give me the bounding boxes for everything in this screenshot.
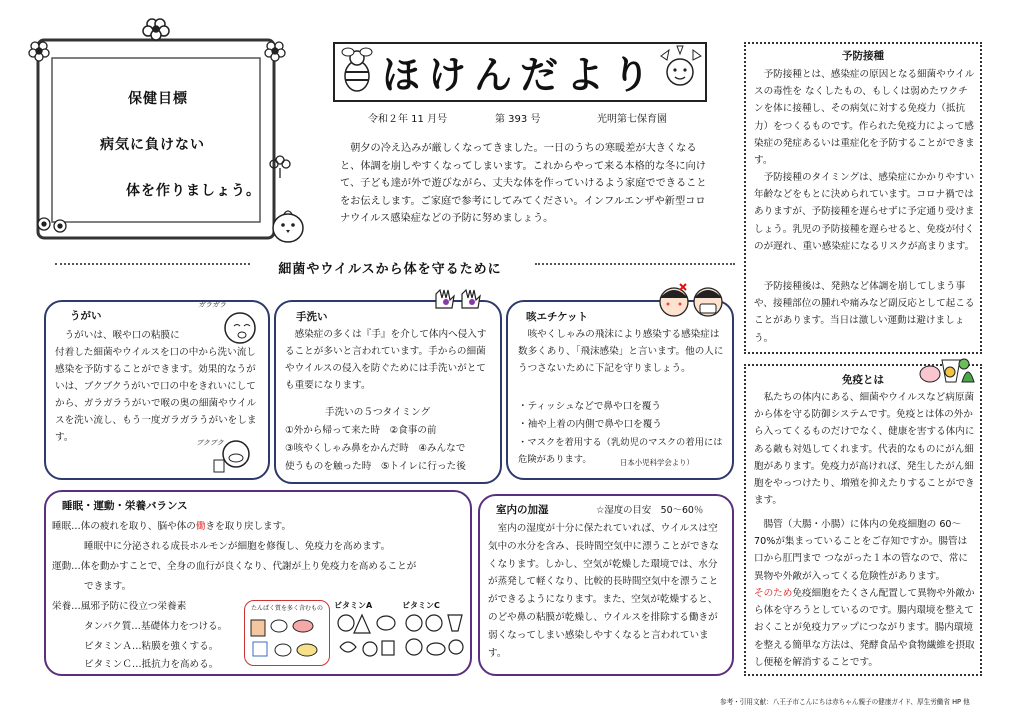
vitamin-a-label: ビタミンA <box>334 601 373 610</box>
intro-paragraph: 朝夕の冷え込みが厳しくなってきました。一日のうちの寒暖差が大きくなると、体調を崩しやすくなってしまいます。これからやって来る本格的な冬に向けて、子ども達が外で遊びながら、丈夫な体を作っていけるよう家庭でできることをお伝えします。ご家庭で参考にしてみてください。インフルエンザや新型コロナウイルス感染症などの予防に努めましょう。 <box>340 143 707 224</box>
humidity-title: 室内の加湿 <box>496 504 549 516</box>
nutrient-vitamin-a: ビタミンＡ…粘膜を強くする。 <box>84 641 219 652</box>
balance-nutrition: 栄養…風邪予防に役立つ栄養素 <box>52 601 187 612</box>
handwash-body: 感染症の多くは『手』を介して体内へ侵入することが多いと言われています。手からの細菌やウイルスの侵入を防ぐためには手洗いがとても重要になります。 <box>285 329 487 391</box>
balance-exercise: 運動…体を動かすことで、全身の血行が良くなり、代謝が上り免疫力を高めることが <box>52 561 417 572</box>
etiquette-title: 咳エチケット <box>526 311 589 323</box>
immunity-paragraph-2: 腸管（大腸・小腸）に体内の免疫細胞の 60～70%が集まっていることをご存知ですか。腸管は口から肛門まで つながった１本の管なので、常に異物や外敵が入ってくる危険性があります。 <box>754 519 968 582</box>
immunity-paragraph-1: 私たちの体内にある、細菌やウイルスなど病原菌から体を守る防御システムです。免疫とは体の外から入ってくるものだけでなく、健康を害する体内にある敵も対処してくれます。代表的なものにがん細胞があります。免疫力が高ければ、発生したがん細胞をやっつけたり、増殖を抑えたりすることができます。 <box>754 392 975 507</box>
protein-foods-panel <box>244 600 330 666</box>
etiquette-body: 咳やくしゃみの飛沫により感染する感染症は数多くあり、「飛沫感染」と言います。他の人にうつさないために下記を守りましょう。 <box>518 329 724 374</box>
vaccine-paragraph-2: 予防接種のタイミングは、感染症にかかりやすい年齢などをもとに決められています。コロナ禍ではありますが、予防接種を遅らせずに予定通り受けましょう。乳児の予防接種を遅らせると、免疫が付くのが遅れ、重い感染症になるリスクが高まります。 <box>754 172 975 252</box>
balance-exercise-2: できます。 <box>84 581 132 592</box>
etiquette-item-2: ・袖や上着の内側で鼻や口を覆う <box>518 419 662 430</box>
flower-icon <box>264 40 286 62</box>
handwash-timing-2: ③咳やくしゃみ鼻をかんだ時 ④みんなで <box>285 443 466 454</box>
gargle-body: 付着した細菌やウイルスを口の中から洗い流し感染を予防することができます。効果的なうがいは、ブクブクうがいで口の中をきれいにしてから、ガラガラうがいで喉の奥の細菌やウイルスを洗い流し、もう一度ガラガラうがいをします。 <box>55 347 257 443</box>
handwash-timing-1: ①外から帰って来た時 ②食事の前 <box>285 425 437 436</box>
protein-foods-label: たんぱく質を多く含むもの <box>250 605 323 612</box>
section-title: 細菌やウイルスから体を守るために <box>278 262 502 277</box>
flower-icon <box>28 40 50 62</box>
gargle-title: うがい <box>70 310 102 322</box>
immunity-paragraph-3: そのため免疫細胞をたくさん配置して異物や外敵から体を守ろうとしているのです。腸内環境を整えておくことが免疫力アップにつながります。腸内環境を整える簡単な方法は、発酵食品や食物繊維を摂取し便秘を解消することです。 <box>754 588 975 668</box>
food-basket-icon <box>916 352 976 390</box>
kid-with-leaves-icon <box>655 44 705 94</box>
handwash-timing-title: 手洗いの５つタイミング <box>325 407 431 418</box>
issue-number: 第 393 号 <box>495 114 541 125</box>
humidity-target: ☆湿度の目安 50～60％ <box>596 505 704 516</box>
balance-sleep-detail: 睡眠中に分泌される成長ホルモンが細胞を修復し、免疫力を高めます。 <box>84 541 391 552</box>
balance-sleep: 睡眠…体の疲れを取り、脳や体の働きを取り戻します。 <box>52 521 292 532</box>
vaccine-paragraph-3: 予防接種後は、発熱など体調を崩してしまう事や、接種部位の腫れや痛みなど副反応として起こることがあります。当日は激しい運動は避けましょう。 <box>754 281 975 344</box>
goal-heading: 保健目標 <box>128 91 188 107</box>
issue-date: 令和２年 11 月号 <box>368 114 448 125</box>
etiquette-item-3: ・マスクを着用する（乳幼児のマスクの着用には危険があります。 <box>518 437 723 465</box>
gargle-line-1: うがいは、喉や口の粘膜に <box>55 330 180 341</box>
vitamin-a-panel <box>334 600 400 666</box>
handwash-timing-3: 使うものを触った時 ⑤トイレに行った後 <box>285 461 466 472</box>
flower-icon <box>142 18 172 40</box>
divider-right <box>535 263 735 269</box>
etiquette-item-3-note: 日本小児科学会より） <box>620 458 694 467</box>
small-flower-icon <box>266 150 296 180</box>
references-footer: 参考・引用文献：八王子市こんにちは赤ちゃん親子の健康ガイド、厚生労働省 HP 他 <box>720 698 970 706</box>
goal-line-2: 体を作りましょう。 <box>126 183 261 199</box>
goal-board <box>30 30 282 246</box>
immunity-emphasis: そのため <box>754 588 793 599</box>
hands-icon <box>432 286 490 310</box>
masked-kids-icon <box>656 282 728 320</box>
divider-left <box>55 263 250 269</box>
goal-line-1: 病気に負けない <box>100 137 205 153</box>
gargle-sound-1: ガラガラ <box>198 301 226 309</box>
bee-icon <box>340 46 374 96</box>
vitamin-a-foods-icon <box>334 611 400 661</box>
gargle-sound-2: ブクブク <box>196 439 224 447</box>
vitamin-c-panel <box>402 600 468 666</box>
handwash-title: 手洗い <box>296 311 328 323</box>
vaccine-paragraph-1: 予防接種とは、感染症の原因となる細菌やウイルスの毒性を なくしたもの、もしくは弱めたワクチンを体に接種し、その病気に対する免疫力（抵抗力）をつくるものです。作られた免疫力によって感染症の発症あるいは重症化を予防することができます。 <box>754 69 975 167</box>
vitamin-c-foods-icon <box>402 611 468 661</box>
chick-icon <box>268 206 308 246</box>
flower-cluster-icon <box>36 214 76 236</box>
nutrient-vitamin-c: ビタミンＣ…抵抗力を高める。 <box>84 659 219 670</box>
school-name: 光明第七保育園 <box>597 114 667 125</box>
nutrient-protein: タンパク質…基礎体力をつける。 <box>84 621 228 632</box>
immunity-title: 免疫とは <box>842 374 884 386</box>
vaccine-title: 予防接種 <box>842 50 884 62</box>
protein-foods-icon <box>245 612 329 662</box>
newsletter-title: ほけんだより <box>381 53 658 97</box>
gargling-child-icon <box>204 304 264 352</box>
humidity-body: 室内の湿度が十分に保たれていれば、ウイルスは空気中の水分を含み、長時間空気中に漂うことができなくなります。しかし、空気が乾燥した環境では、水分が蒸発して軽くなり、比較的長時間空気中を漂うことができるようになります。また、空気が乾燥すると、のどや鼻の粘膜が乾燥し、ウイルスを排除する働きが弱くなってしまい感染しやすくなると言われています。 <box>488 523 719 659</box>
vitamin-c-label: ビタミンC <box>402 601 440 610</box>
etiquette-item-1: ・ティッシュなどで鼻や口を覆う <box>518 401 661 412</box>
balance-title: 睡眠・運動・栄養バランス <box>62 500 188 512</box>
